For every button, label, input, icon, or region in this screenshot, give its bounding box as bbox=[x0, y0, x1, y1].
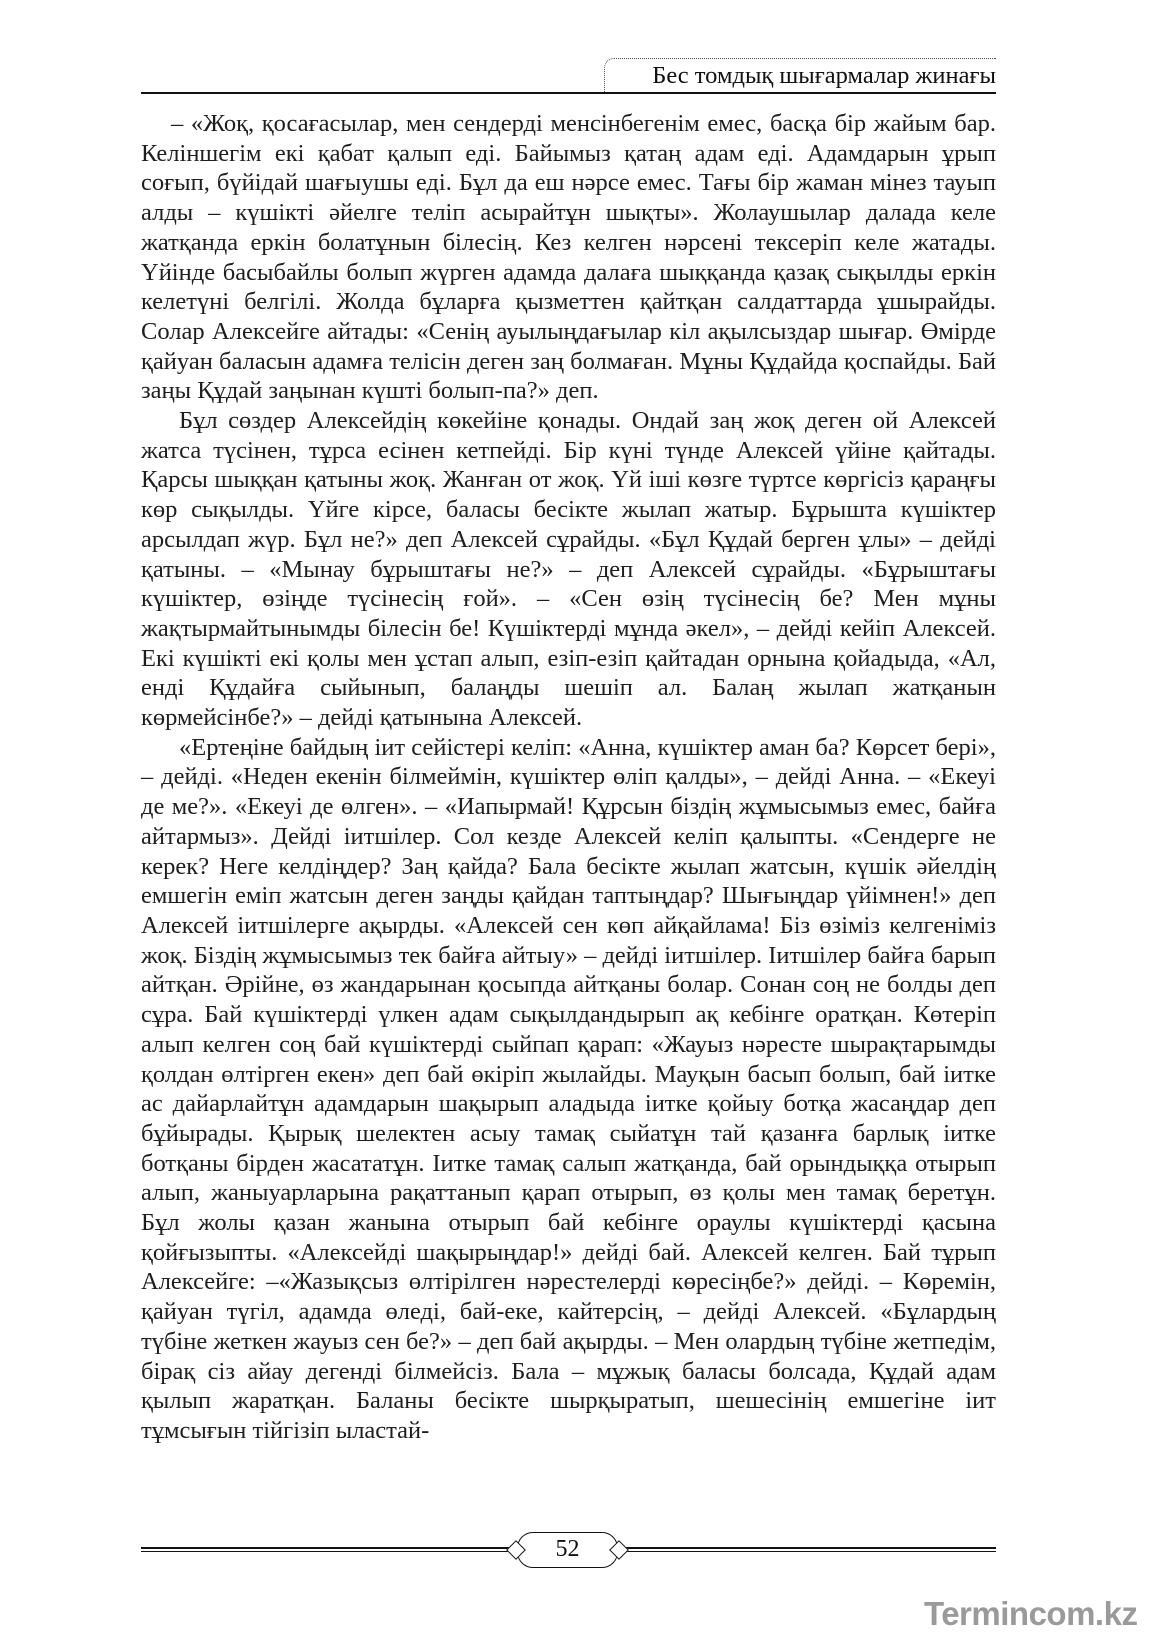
footer-rule-left bbox=[141, 1547, 517, 1552]
header-rule bbox=[141, 92, 996, 94]
page-number-badge bbox=[517, 1532, 618, 1568]
watermark-logo: Termincom.kz bbox=[924, 1595, 1138, 1632]
page-number: 52 bbox=[555, 1536, 580, 1562]
paragraph-3: «Ертеңіне байдың іит сейістері келіп: «Анна, күшіктер аман ба? Көрсет бері», – дейді. «Неден екенін білмеймін, күшіктер өліп қалды», – дейді Анна. – «Екеуі де ме?». «Екеуі де өлген». – «Иапырмай! Құрсын біздің жұмысымыз емес, байға айтармыз». Дейді іитшілер. Сол кезде Алексей келіп қалыпты. «Сендерге не керек? Неге келдіңдер? Заң қайда? Бала бесікте жылап жатсын, күшік әйелдің емшегін еміп жатсын деген заңды қайдан таптыңдар? Шығыңдар үйімнен!» деп Алексей іитшілерге ақырды. «Алексей сен көп айқайлама! Біз өзіміз келгеніміз жоқ. Біздің жұмысымыз тек байға айтыу» – дейді іитшілер. Іитшілер байға барып айтқан. Әрійне, өз жандарынан қосыпда айтқаны болар. Сонан соң не болды деп сұра. Бай күшіктерді үлкен адам сықылдандырып ақ кебінге оратқан. Көтеріп алып келген соң бай күшіктерді сыйпап қарап: «Жауыз нәресте шырақтарымды қолдан өлтірген екен» деп бай өкіріп жылайды. Мауқын басып болып, бай іитке ас дайарлайтұн адамдарын шақырып аладыда іитке қойыу ботқа жасаңдар деп бұйырады. Қырық шелектен асыу тамақ сыйатұн тай қазанға барлық іитке ботқаны бірден жасататұн. Іитке тамақ салып жатқанда, бай орындыққа отырып алып, жаныуарларына рақаттанып қарап отырып, өз қолы мен тамақ беретұн. Бұл жолы қазан жанына отырып бай кебінге ораулы күшіктерді қасына қойғызыпты. «Алексейді шақырыңдар!» дейді бай. Алексей келген. Бай тұрып Алексейге: –«Жазықсыз өлтірілген нәрестелерді көресіңбе?» дейді. – Көремін, қайуан түгіл, адамда өледі, бай-еке, кайтерсің, – дейді Алексей. «Бұлардың түбіне жеткен жауыз сен бе?» – деп бай ақырды. – Мен олардың түбіне жетпедім, бірақ сіз айау дегенді білмейсіз. Бала – мұжық баласы болсада, Құдай адам қылып жаратқан. Баланы бесікте шырқыратып, шешесінің емшегіне іит тұмсығын тійгізіп ыластай- bbox=[141, 733, 996, 1444]
paragraph-2: Бұл сөздер Алексейдің көкейіне қонады. Ондай заң жоқ деген ой Алексей жатса түсінен, тұрса есінен кетпейді. Бір күні түнде Алексей үйіне қайтады. Қарсы шыққан қатыны жоқ. Жанған от жоқ. Үй іші көзге түртсе көргісіз қараңғы көр сықылды. Үйге кірсе, баласы бесікте жылап жатыр. Бұрышта күшіктер арсылдап жүр. Бұл не?» деп Алексей сұрайды. «Бұл Құдай берген ұлы» – дейді қатыны. – «Мынау бұрыштағы не?» – деп Алексей сұрайды. «Бұрыштағы күшіктер, өзіңде түсінесің ғой». – «Сен өзің түсінесің бе? Мен мұны жақтырмайтынымды білесін бе! Күшіктерді мұнда әкел», – дейді кейіп Алексей. Екі күшікті екі қолы мен ұстап алып, езіп-езіп қайтадан орнына қойадыда, «Ал, енді Құдайға сыйынып, балаңды шешіп ал. Балаң жылап жатқанын көрмейсінбе?» – дейді қатынына Алексей. bbox=[141, 407, 996, 732]
footer-rule-right bbox=[618, 1547, 996, 1552]
body-text bbox=[141, 109, 996, 1529]
running-header-title: Бес томдық шығармалар жинағы bbox=[652, 62, 996, 89]
paragraph-1: – «Жоқ, қосағасылар, мен сендерді менсінбегенім емес, басқа бір жайым бар. Келіншегім екі қабат қалып еді. Байымыз қатаң адам еді. Адамдарын ұрып соғып, бүйідай шағыушы еді. Бұл да еш нәрсе емес. Тағы бір жаман мінез тауып алды – күшікті әйелге теліп асырайтұн шықты». Жолаушылар далада келе жатқанда еркін болатұнын білесің. Кез келген нәрсені тексеріп келе жатады. Үйінде басыбайлы болып жүрген адамда далаға шыққанда қазақ сықылды еркін келетүні белгілі. Жолда бұларға қызметтен қайтқан салдаттарда ұшырайды. Солар Алексейге айтады: «Сенің ауылыңдағылар кіл ақылсыздар шығар. Өмірде қайуан баласын адамға телісін деген заң болмаған. Мұны Құдайда қоспайды. Бай заңы Құдай заңынан күшті болып-па?» деп. bbox=[141, 110, 996, 405]
